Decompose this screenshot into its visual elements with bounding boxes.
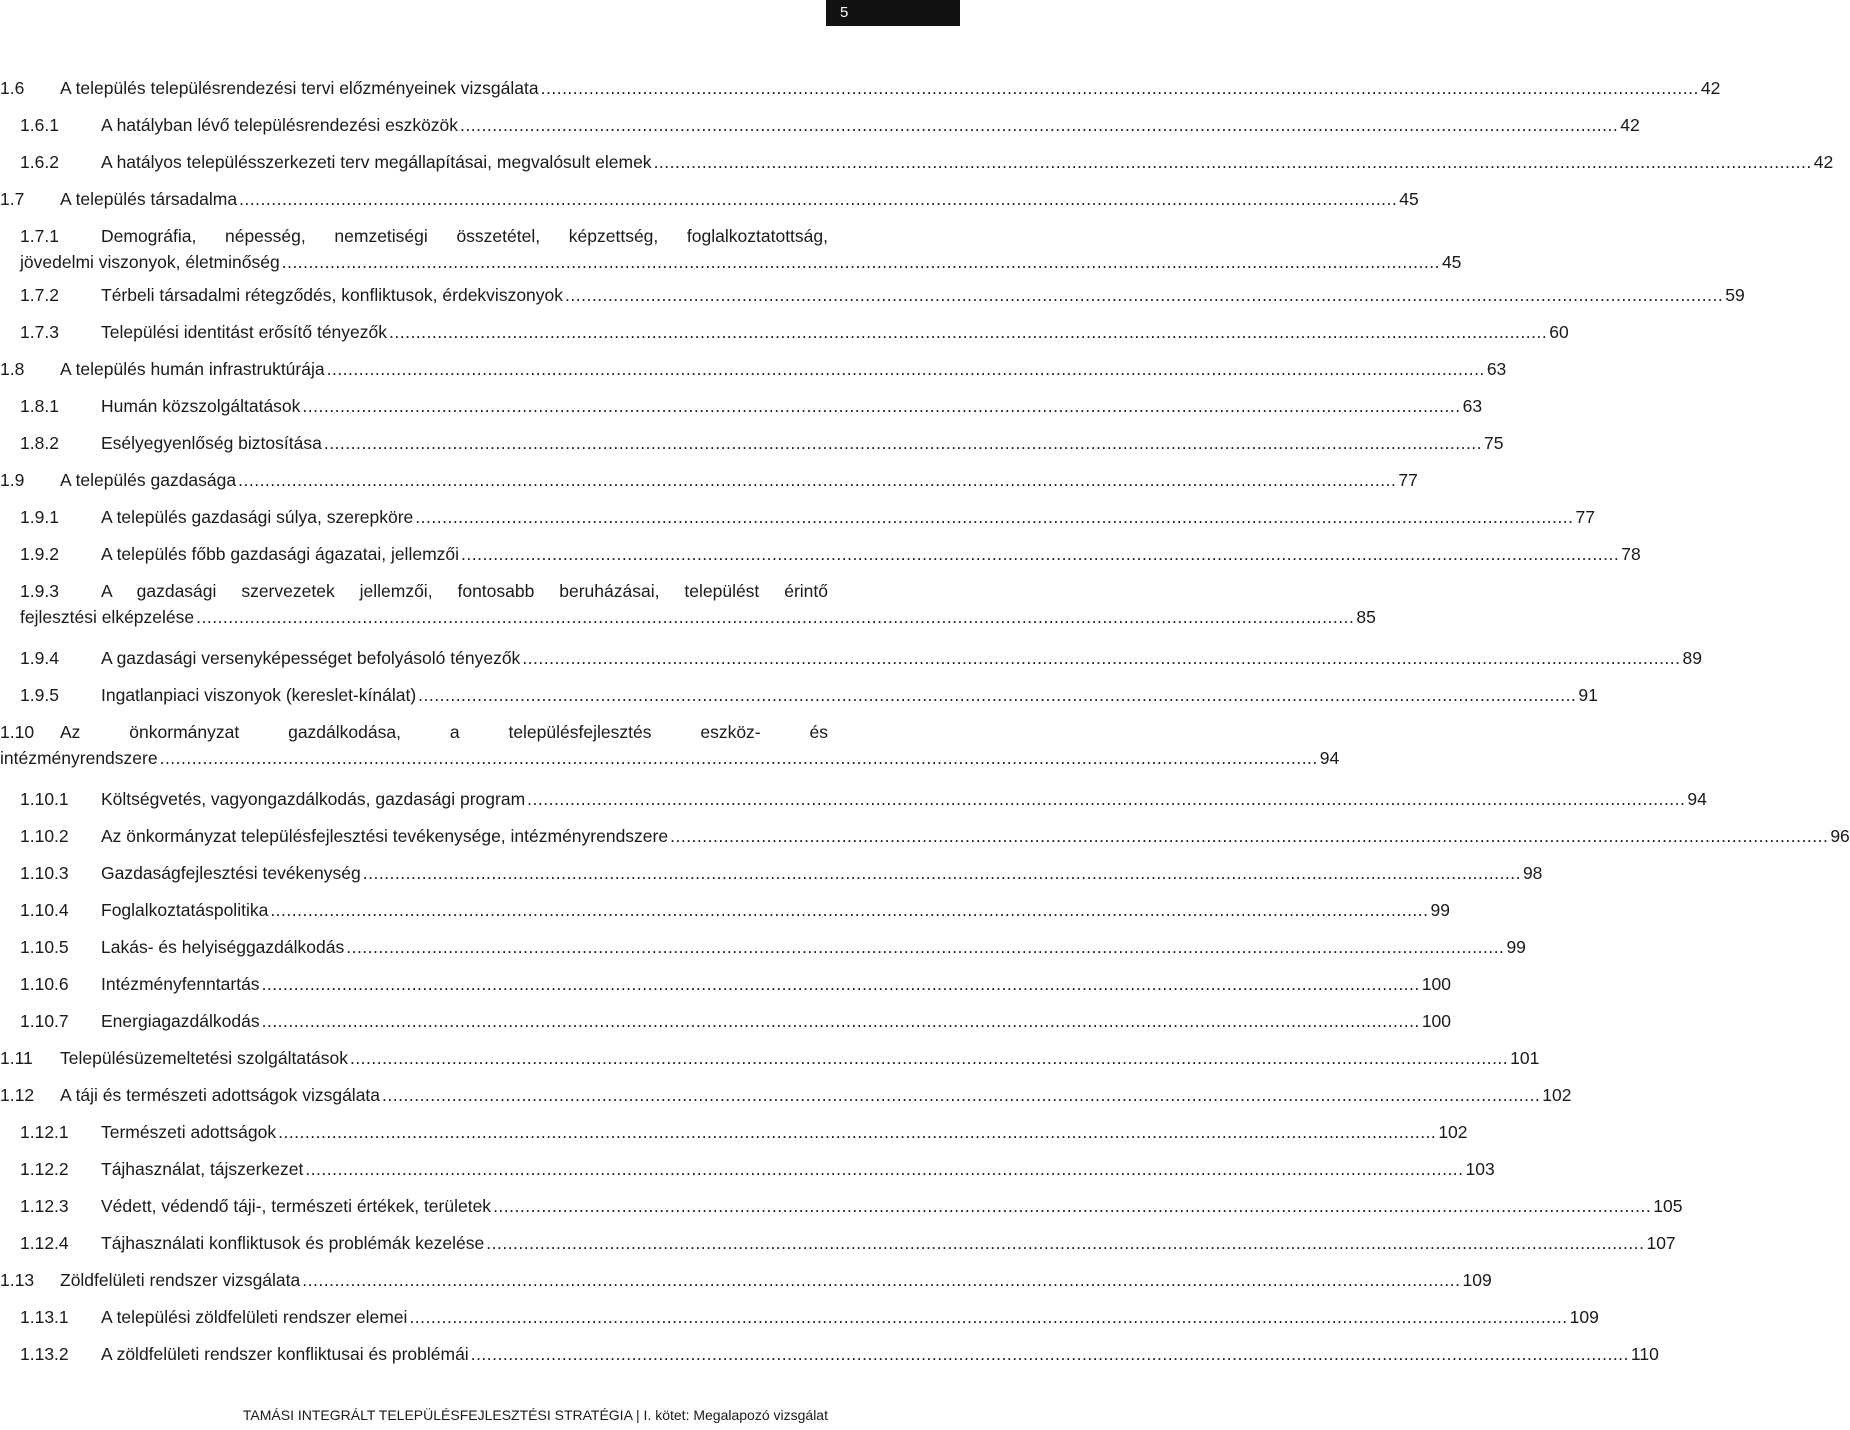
dot-leader	[541, 75, 1699, 101]
toc-entry[interactable]	[0, 971, 1451, 997]
page-number-badge: 5	[826, 0, 960, 26]
page-footer: TAMÁSI INTEGRÁLT TELEPÜLÉSFEJLESZTÉSI STRATÉGIA | I. kötet: Megalapozó vizsgálat	[242, 1407, 828, 1423]
toc-entry[interactable]	[0, 393, 1483, 419]
toc-entry-number: 1.10.2	[20, 826, 69, 846]
toc-entry-number: 1.12.3	[20, 1196, 69, 1216]
toc-entry-page: 102	[1438, 1122, 1468, 1142]
toc-entry-title: A település főbb gazdasági ágazatai, jellemzői	[101, 544, 460, 564]
toc-entry[interactable]	[0, 645, 1702, 671]
dot-leader	[238, 467, 1396, 493]
toc-entry[interactable]	[0, 112, 1640, 138]
toc-entry-number: 1.10.1	[20, 789, 69, 809]
toc-entry[interactable]	[0, 504, 1595, 530]
toc-entry-title: Gazdaságfejlesztési tevékenység	[101, 863, 361, 883]
toc-entry-number: 1.6.1	[20, 115, 59, 135]
toc-entry-title: A hatályban lévő településrendezési eszközök	[101, 115, 459, 135]
dot-leader	[262, 971, 1420, 997]
dot-leader	[382, 1082, 1540, 1108]
toc-entry-number: 1.9.4	[20, 648, 59, 668]
toc-entry-page: 75	[1484, 433, 1504, 453]
dot-leader	[527, 786, 1685, 812]
toc-entry-page: 78	[1621, 544, 1641, 564]
toc-entry-page: 89	[1682, 648, 1702, 668]
toc-entry-page: 59	[1725, 285, 1745, 305]
dot-leader	[305, 1156, 1463, 1182]
toc-entry-title: A települési zöldfelületi rendszer elemei	[101, 1307, 408, 1327]
toc-entry-title: A zöldfelületi rendszer konfliktusai és problémái	[101, 1344, 469, 1364]
toc-entry[interactable]	[0, 1008, 1452, 1034]
toc-entry[interactable]	[0, 319, 1569, 345]
toc-entry-title: Térbeli társadalmi rétegződés, konfliktusok, érdekviszonyok	[101, 285, 564, 305]
toc-entry-title-line1: A gazdasági szervezetek jellemzői, fontosabb beruházásai, települést érintő	[101, 581, 828, 601]
dot-leader	[418, 682, 1576, 708]
toc-entry-number: 1.10.5	[20, 937, 69, 957]
dot-leader	[522, 645, 1680, 671]
toc-entry-number: 1.9.1	[20, 507, 59, 527]
toc-entry[interactable]	[0, 1082, 1572, 1108]
toc-entry[interactable]	[0, 823, 1850, 849]
dot-leader	[302, 1267, 1460, 1293]
toc-entry-page: 96	[1830, 826, 1850, 846]
toc-entry-number: 1.9.5	[20, 685, 59, 705]
toc-entry[interactable]	[0, 1230, 1676, 1256]
dot-leader	[565, 282, 1723, 308]
toc-entry[interactable]	[0, 1045, 1540, 1071]
toc-entry-title: Esélyegyenlőség biztosítása	[101, 433, 322, 453]
toc-entry-page: 103	[1465, 1159, 1495, 1179]
toc-entry[interactable]	[0, 682, 1598, 708]
toc-entry-page: 105	[1653, 1196, 1683, 1216]
toc-entry-page: 63	[1486, 359, 1507, 379]
toc-entry-number: 1.13.1	[20, 1307, 69, 1327]
dot-leader	[324, 430, 1482, 456]
toc-entry-title: Településüzemeltetési szolgáltatások	[60, 1048, 348, 1068]
toc-entry[interactable]	[0, 786, 1707, 812]
toc-entry[interactable]	[0, 578, 1376, 630]
toc-entry[interactable]	[0, 1267, 1492, 1293]
toc-entry-page: 98	[1522, 863, 1543, 883]
dot-leader	[493, 1193, 1651, 1219]
toc-entry-page: 94	[1687, 789, 1707, 809]
toc-entry-page: 101	[1510, 1048, 1540, 1068]
dot-leader	[239, 186, 1397, 212]
toc-entry-page: 94	[1319, 748, 1340, 768]
toc-entry[interactable]	[0, 75, 1721, 101]
toc-entry-number: 1.10	[0, 722, 35, 742]
toc-entry-title: jövedelmi viszonyok, életminőség	[20, 252, 280, 272]
toc-entry-page: 99	[1430, 900, 1450, 920]
dot-leader	[363, 860, 1521, 886]
toc-entry[interactable]	[0, 1193, 1683, 1219]
dot-leader	[654, 149, 1812, 175]
toc-entry-page: 110	[1630, 1344, 1659, 1364]
dot-leader	[460, 112, 1618, 138]
toc-entry-number: 1.7.3	[20, 322, 59, 342]
toc-entry-title: A település településrendezési tervi előzményeinek vizsgálata	[60, 78, 539, 98]
toc-entry-page: 60	[1549, 322, 1569, 342]
dot-leader	[471, 1341, 1629, 1367]
dot-leader	[302, 393, 1460, 419]
toc-entry-page: 91	[1578, 685, 1598, 705]
toc-entry-title: Települési identitást erősítő tényezők	[101, 322, 387, 342]
toc-entry-page: 85	[1356, 607, 1376, 627]
toc-entry-page: 63	[1462, 396, 1483, 416]
toc-entry-page: 45	[1441, 252, 1462, 272]
toc-entry-page: 102	[1542, 1085, 1572, 1105]
dot-leader	[270, 897, 1428, 923]
toc-entry-title: Természeti adottságok	[101, 1122, 277, 1142]
toc-entry-number: 1.8	[0, 359, 25, 379]
toc-entry-number: 1.9.3	[20, 581, 59, 601]
toc-entry-number: 1.6	[0, 78, 25, 98]
toc-entry-title: Tájhasználati konfliktusok és problémák kezelése	[101, 1233, 485, 1253]
toc-entry-number: 1.8.1	[20, 396, 59, 416]
toc-entry-page: 100	[1421, 1011, 1452, 1031]
toc-entry-title: A település gazdasági súlya, szerepköre	[101, 507, 414, 527]
toc-entry[interactable]	[0, 860, 1543, 886]
toc-entry-title: A hatályos településszerkezeti terv megállapításai, megvalósult elemek	[101, 152, 652, 172]
toc-entry-page: 42	[1620, 115, 1640, 135]
toc-entry-number: 1.9	[0, 470, 25, 490]
toc-entry-title-line1: Az önkormányzat gazdálkodása, a településfejlesztés eszköz- és	[60, 722, 828, 742]
toc-entry-title: intézményrendszere	[0, 748, 158, 768]
toc-entry-number: 1.6.2	[20, 152, 59, 172]
toc-entry-page: 99	[1506, 937, 1526, 957]
toc-entry-number: 1.12.1	[20, 1122, 69, 1142]
dot-leader	[278, 1119, 1436, 1145]
dot-leader	[486, 1230, 1644, 1256]
dot-leader	[282, 249, 1440, 275]
toc-entry-page: 42	[1813, 152, 1834, 172]
dot-leader	[346, 934, 1504, 960]
toc-entry-number: 1.11	[0, 1048, 33, 1068]
toc-entry-page: 109	[1569, 1307, 1599, 1327]
toc-entry[interactable]	[0, 223, 1462, 275]
dot-leader	[670, 823, 1828, 849]
dot-leader	[350, 1045, 1508, 1071]
toc-entry-title: A település társadalma	[60, 189, 238, 209]
toc-entry-number: 1.13.2	[20, 1344, 69, 1364]
toc-entry-title: Humán közszolgáltatások	[101, 396, 301, 416]
toc-entry-title: Foglalkoztatáspolitika	[101, 900, 269, 920]
toc-entry[interactable]	[0, 356, 1507, 382]
dot-leader	[415, 504, 1573, 530]
toc-entry-title: Tájhasználat, tájszerkezet	[101, 1159, 304, 1179]
dot-leader	[196, 604, 1354, 630]
toc-entry-title: Ingatlanpiaci viszonyok (kereslet-kínálat)	[101, 685, 417, 705]
toc-entry-title: A település gazdasága	[60, 470, 237, 490]
dot-leader	[160, 745, 1318, 771]
toc-entry[interactable]	[0, 1304, 1599, 1330]
toc-entry[interactable]	[0, 149, 1834, 175]
toc-entry[interactable]	[0, 430, 1504, 456]
toc-entry-title: A település humán infrastruktúrája	[60, 359, 325, 379]
dot-leader	[461, 541, 1619, 567]
toc-entry-number: 1.10.7	[20, 1011, 69, 1031]
toc-entry-number: 1.7.1	[20, 226, 59, 246]
dot-leader	[327, 356, 1485, 382]
toc-entry[interactable]	[0, 897, 1450, 923]
toc-entry[interactable]	[0, 282, 1745, 308]
toc-entry-title: A táji és természeti adottságok vizsgálata	[60, 1085, 381, 1105]
toc-entry-number: 1.7.2	[20, 285, 59, 305]
toc-entry[interactable]	[0, 1119, 1468, 1145]
toc-entry[interactable]	[0, 1156, 1495, 1182]
dot-leader	[262, 1008, 1420, 1034]
toc-entry[interactable]	[0, 1341, 1659, 1367]
toc-entry-number: 1.12	[0, 1085, 35, 1105]
toc-entry[interactable]	[0, 719, 1340, 771]
toc-entry-number: 1.12.4	[20, 1233, 69, 1253]
toc-entry-number: 1.12.2	[20, 1159, 69, 1179]
toc-entry-title: Intézményfenntartás	[101, 974, 260, 994]
toc-entry-number: 1.7	[0, 189, 25, 209]
toc-entry-title: Lakás- és helyiséggazdálkodás	[101, 937, 345, 957]
toc-entry-number: 1.10.4	[20, 900, 69, 920]
toc-entry[interactable]	[0, 541, 1641, 567]
toc-entry-title: A gazdasági versenyképességet befolyásoló tényezők	[101, 648, 521, 668]
toc-entry-number: 1.13	[0, 1270, 35, 1290]
dot-leader	[389, 319, 1547, 345]
toc-entry-page: 100	[1421, 974, 1451, 994]
toc-entry-number: 1.9.2	[20, 544, 59, 564]
toc-entry-title: Zöldfelületi rendszer vizsgálata	[60, 1270, 301, 1290]
toc-entry-title: Költségvetés, vagyongazdálkodás, gazdasági program	[101, 789, 526, 809]
toc-entry-title: fejlesztési elképzelése	[20, 607, 195, 627]
toc-entry-number: 1.10.3	[20, 863, 69, 883]
toc-entry[interactable]	[0, 934, 1526, 960]
dot-leader	[409, 1304, 1567, 1330]
toc-entry-page: 42	[1700, 78, 1721, 98]
toc-entry-title: Védett, védendő táji-, természeti értékek, területek	[101, 1196, 492, 1216]
toc-entry-page: 109	[1462, 1270, 1492, 1290]
toc-entry-number: 1.8.2	[20, 433, 59, 453]
toc-entry-page: 107	[1646, 1233, 1676, 1253]
toc-entry-page: 77	[1575, 507, 1595, 527]
toc-entry-title-line1: Demográfia, népesség, nemzetiségi összetétel, képzettség, foglalkoztatottság,	[101, 226, 828, 246]
toc-entry-number: 1.10.6	[20, 974, 69, 994]
toc-entry-title: Energiagazdálkodás	[101, 1011, 260, 1031]
toc-entry-page: 45	[1399, 189, 1419, 209]
toc-entry-page: 77	[1398, 470, 1418, 490]
toc-entry[interactable]	[0, 467, 1418, 493]
toc-entry-title: Az önkormányzat településfejlesztési tevékenysége, intézményrendszere	[101, 826, 669, 846]
toc-entry[interactable]	[0, 186, 1419, 212]
